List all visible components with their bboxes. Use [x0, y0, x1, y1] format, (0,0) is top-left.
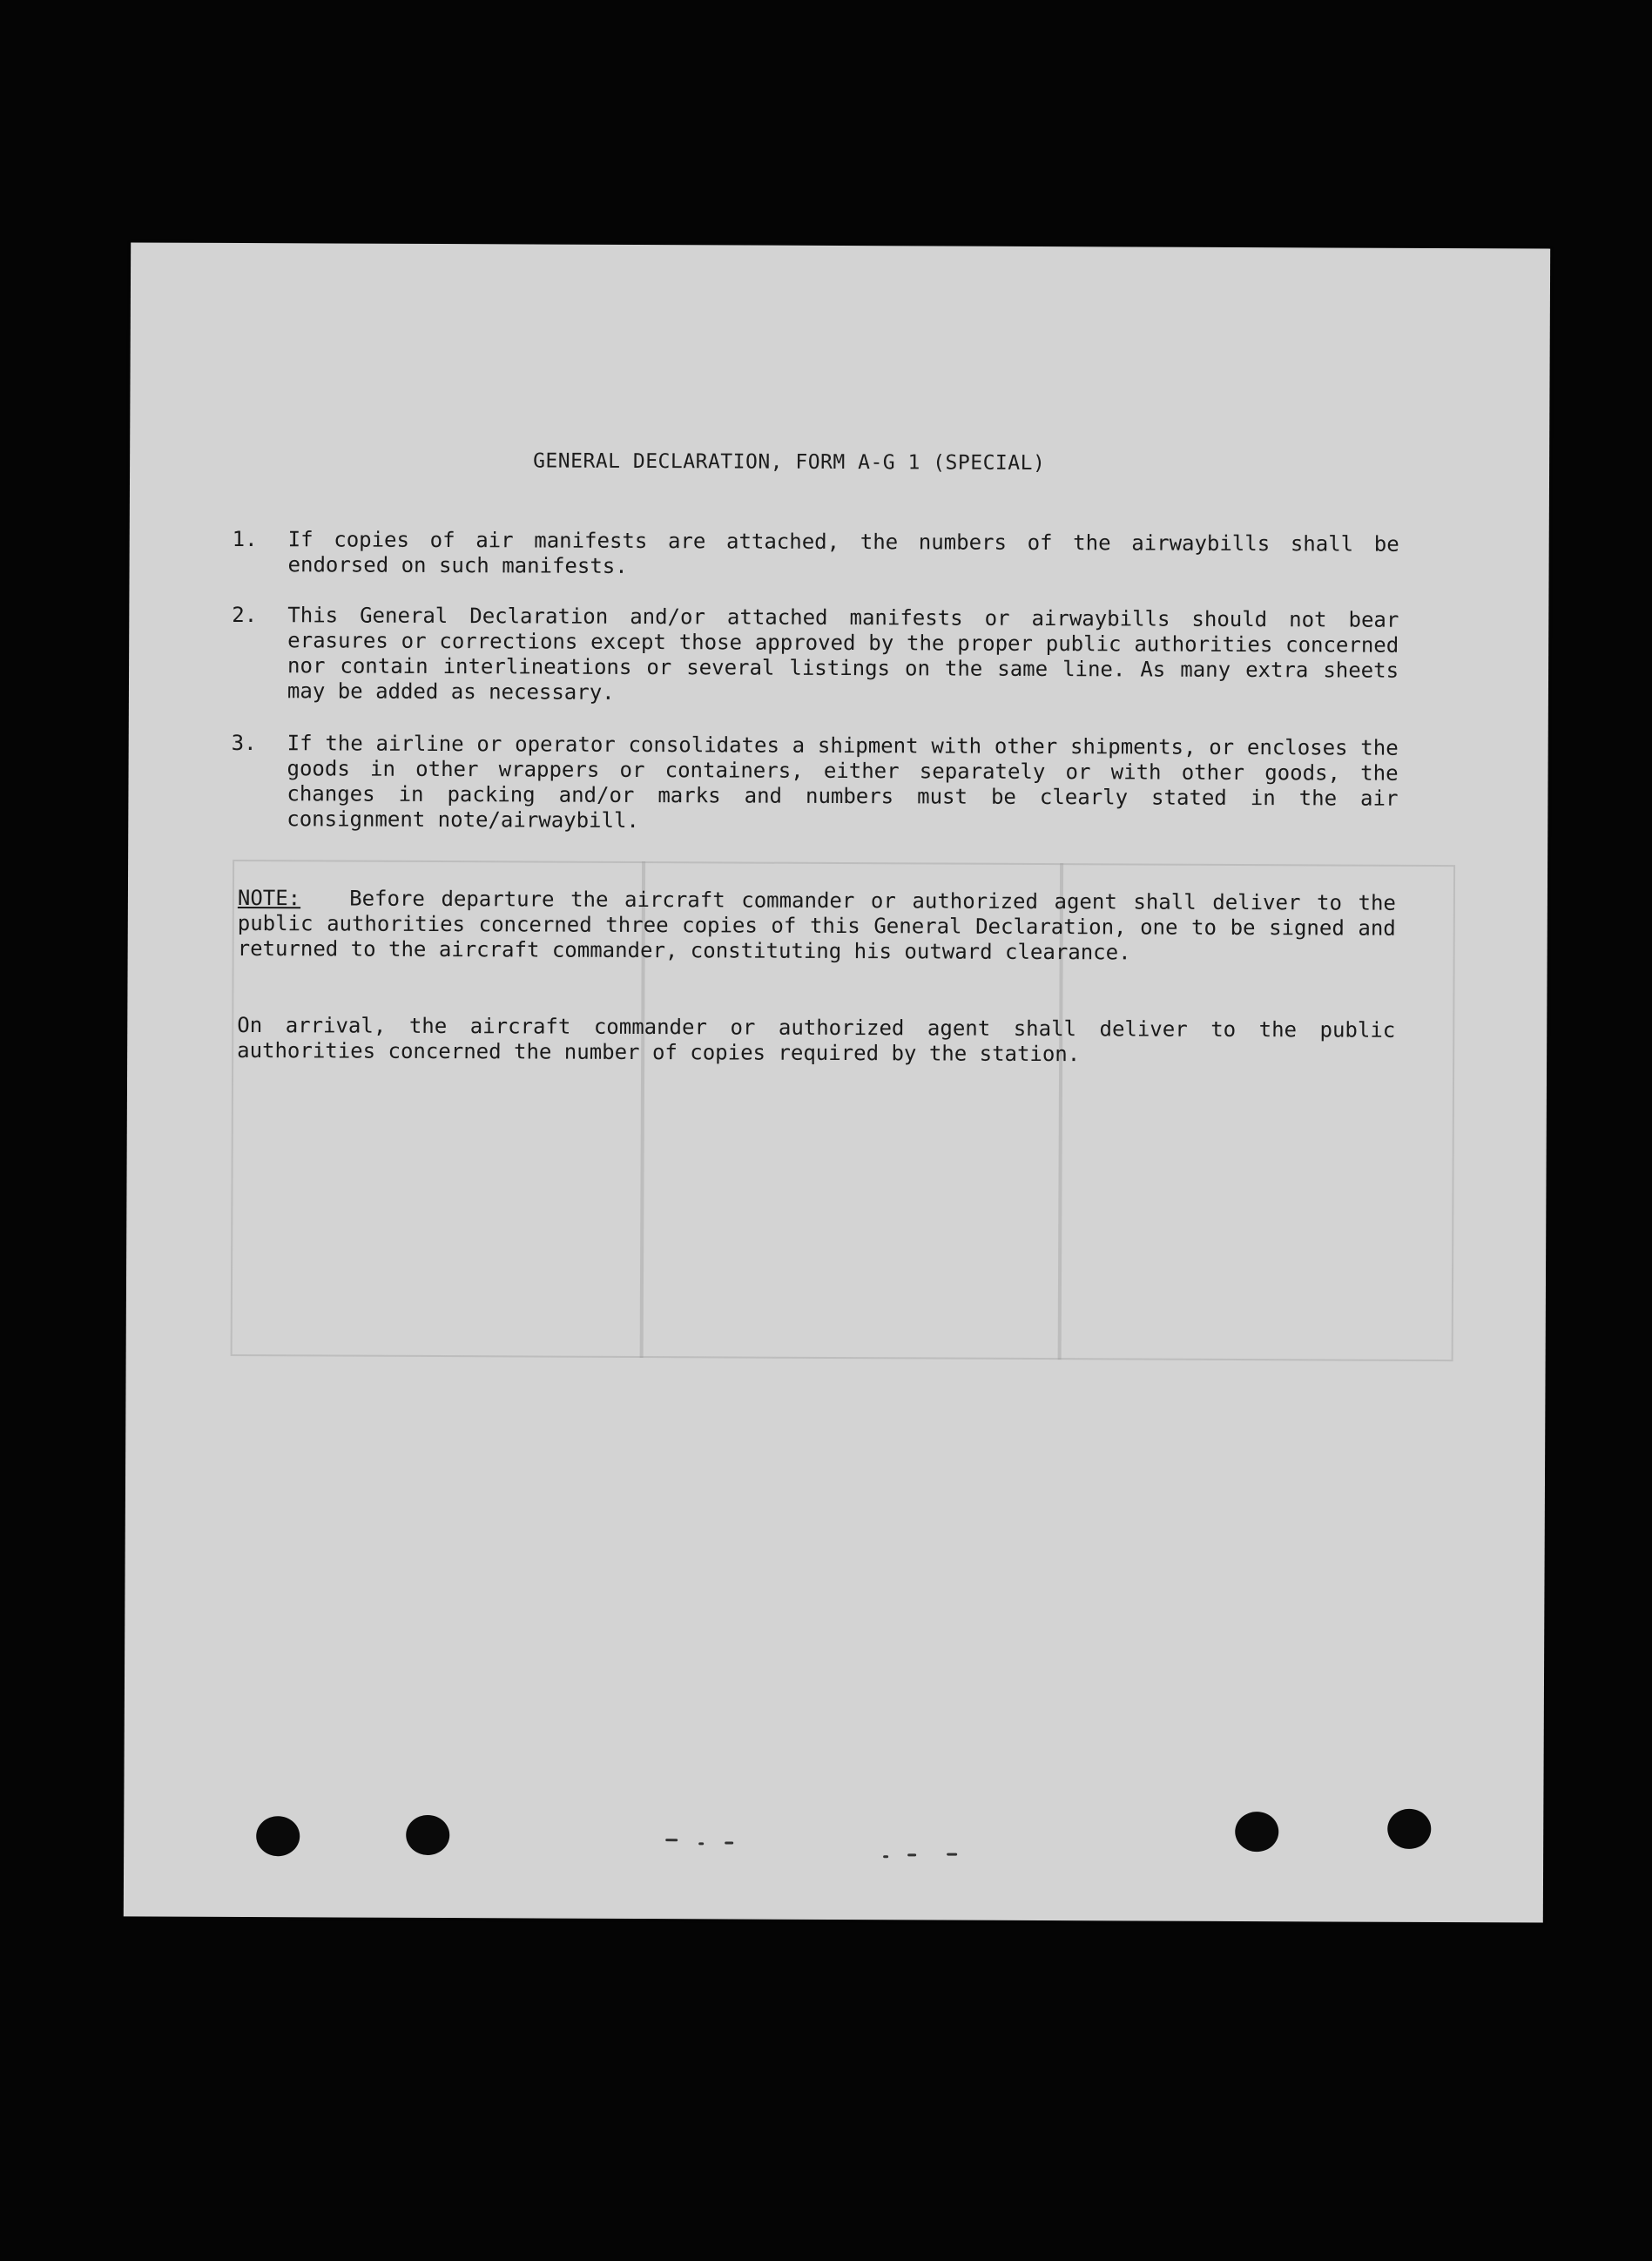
document-title: GENERAL DECLARATION, FORM A-G 1 (SPECIAL): [533, 449, 1046, 476]
list-item-text: If copies of air manifests are attached, the numbers of the airwaybills shall be endorsed on such manifests.: [287, 527, 1399, 578]
note-label: NOTE:: [237, 885, 301, 911]
paper-speck: [947, 1853, 957, 1856]
punch-hole: [256, 1816, 300, 1856]
list-item: [233, 527, 1399, 583]
list-item-text: If the airline or operator consolidates a shipment with other shipments, or encloses the goods in other wrappers or containers, either separately or with other goods, the changes in packing and/or marks and numbers must be clearly stated in the air consignment note/airwaybill.: [287, 731, 1399, 834]
punch-hole: [1387, 1809, 1431, 1849]
punch-hole: [406, 1815, 449, 1855]
arrival-paragraph: On arrival, the aircraft commander or authorized agent shall deliver to the public authorities concerned the number of copies required by the station.: [237, 1012, 1396, 1067]
punch-hole: [1235, 1812, 1278, 1852]
document-page: [124, 242, 1550, 1922]
paper-speck: [665, 1839, 678, 1841]
paper-speck: [907, 1853, 916, 1856]
list-item-number: 1.: [232, 526, 258, 552]
list-item: [231, 731, 1398, 837]
list-item-text: This General Declaration and/or attached manifests or airwaybills should not bear erasures or corrections except those approved by the proper public authorities concerned nor contain interlineations or several listings on the same line. As many extra sheets may be added as necessary.: [287, 603, 1399, 705]
note-paragraph: [238, 886, 1396, 967]
paper-speck: [698, 1842, 704, 1845]
list-item-number: 2.: [232, 602, 258, 628]
note-text: Before departure the aircraft commander or authorized agent shall deliver to the public authorities concerned three copies of this General Declaration, one to be signed and returned to the aircraft commander, constituting his outward clearance.: [237, 886, 1396, 965]
list-item-number: 3.: [231, 730, 257, 756]
paper-speck: [883, 1855, 888, 1858]
paper-speck: [725, 1841, 733, 1844]
list-item: [232, 603, 1399, 709]
